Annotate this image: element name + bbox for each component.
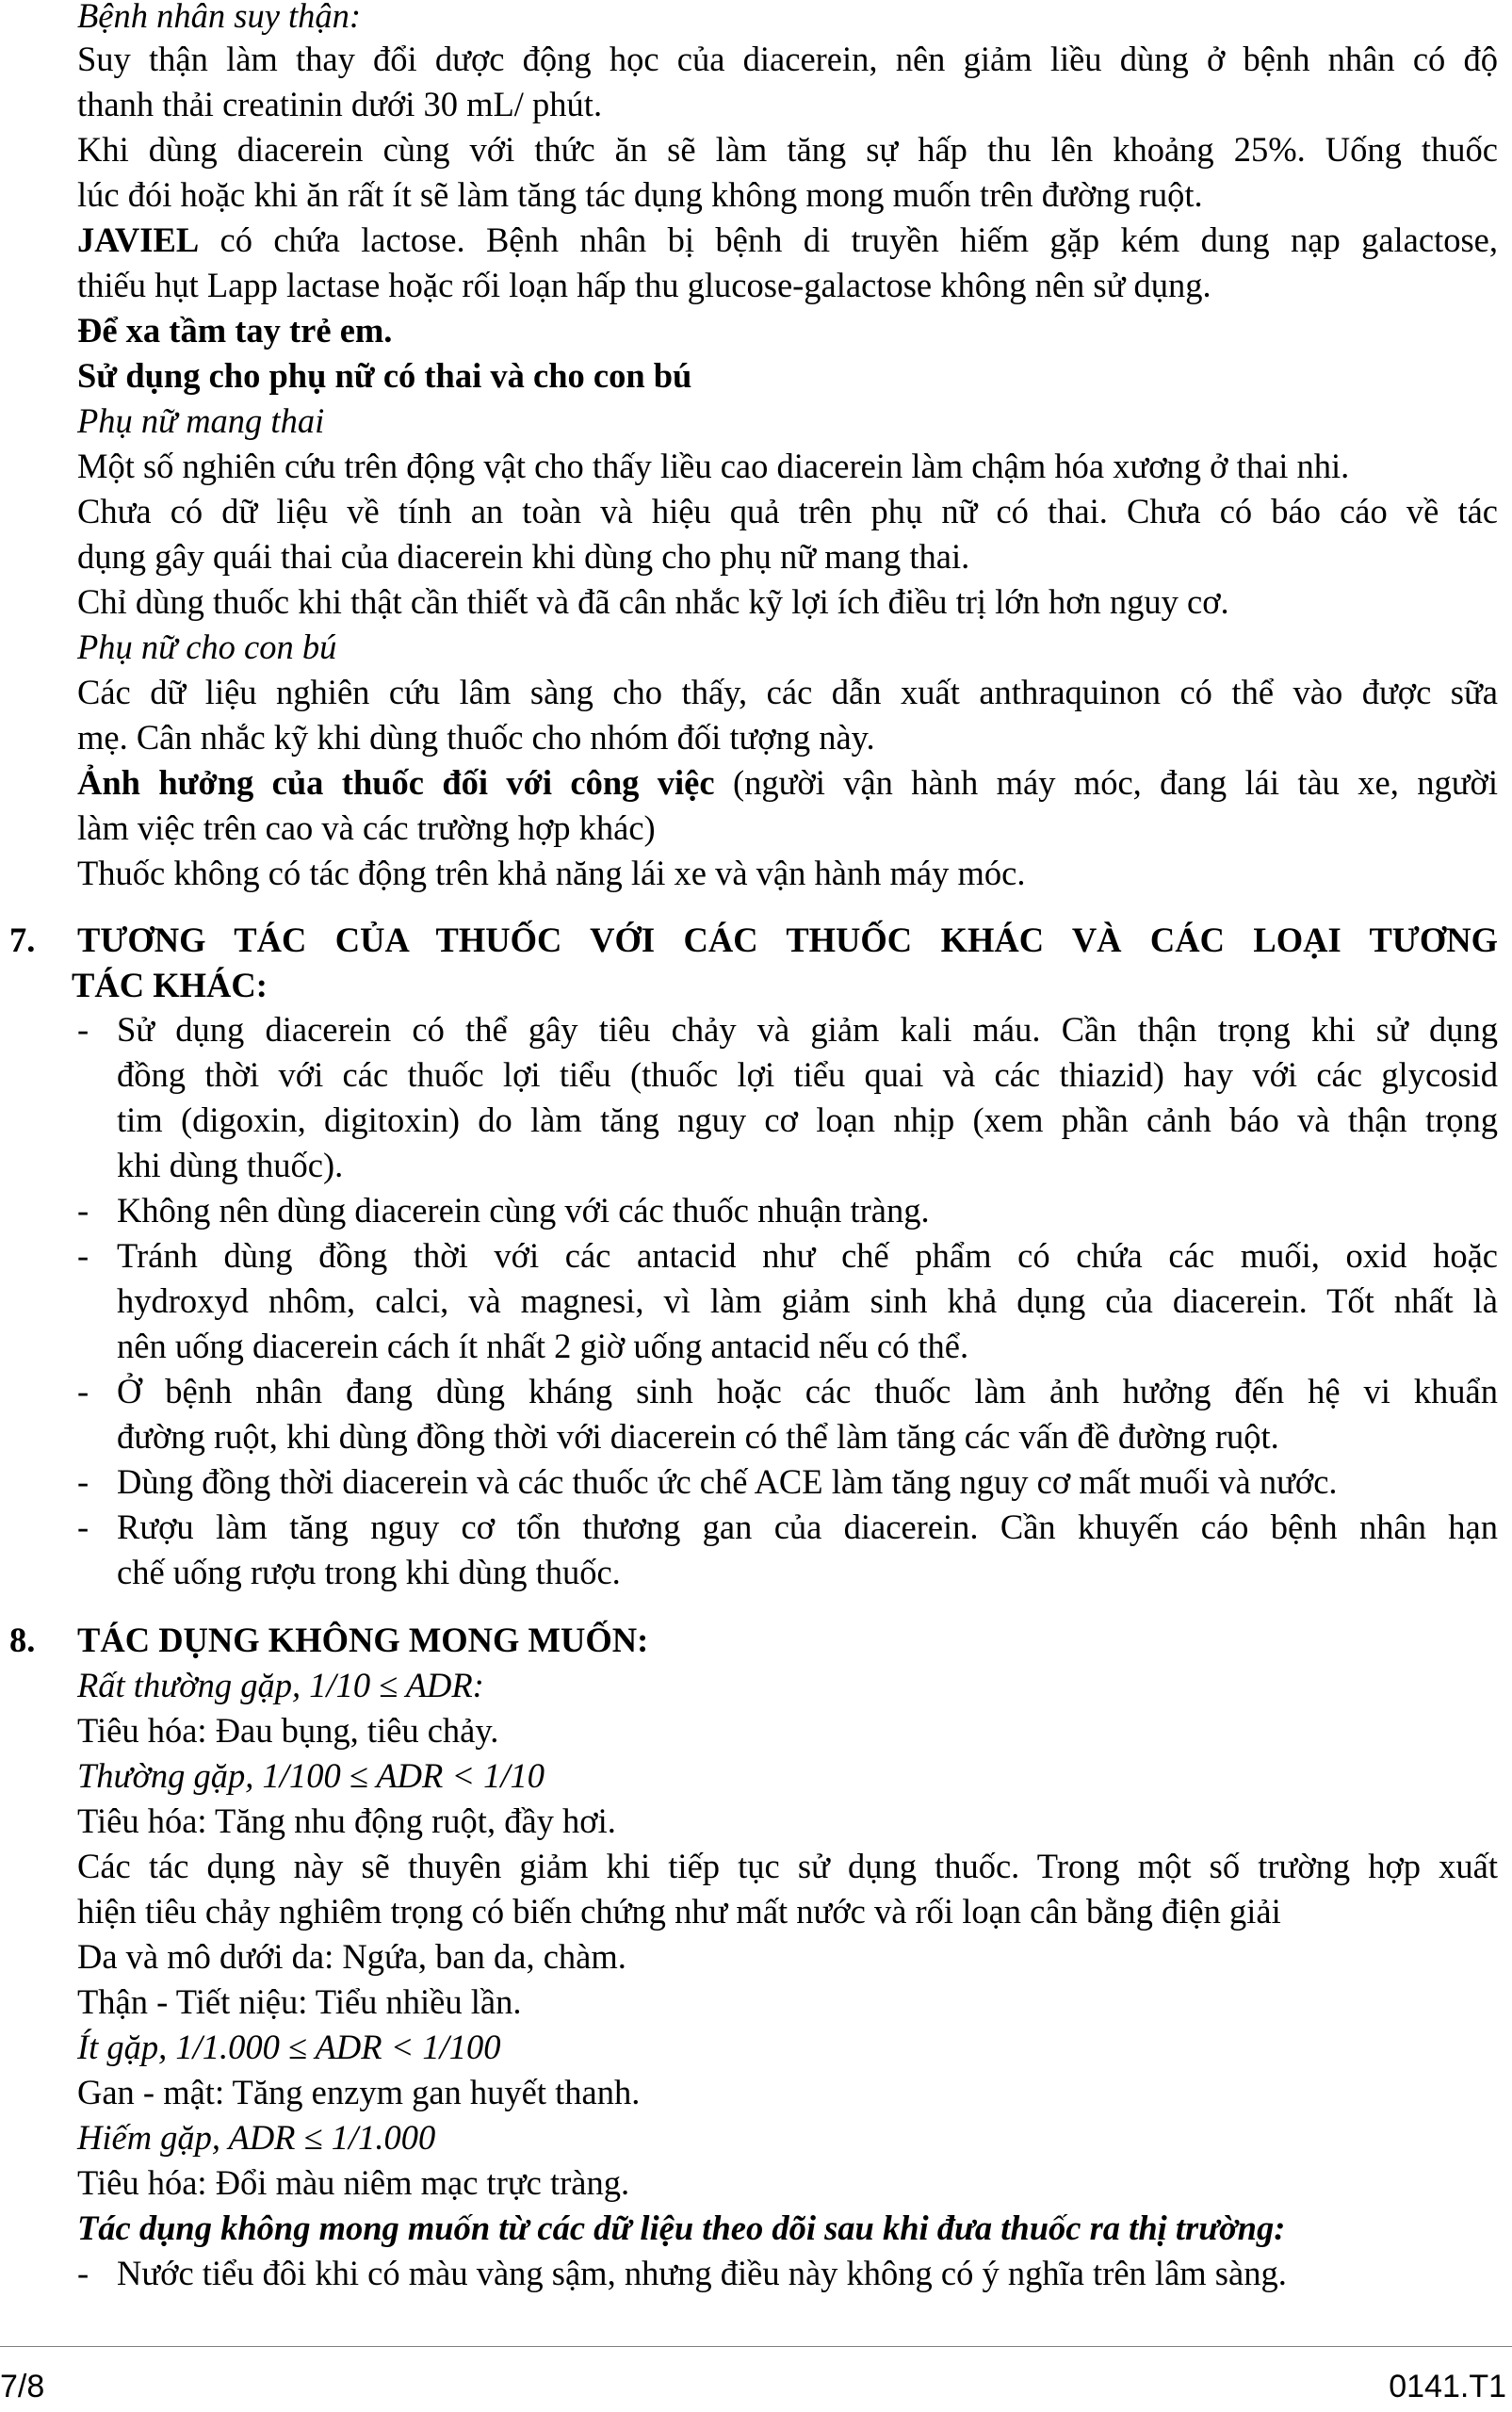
work-text: (người vận hành máy móc, đang lái tàu xe, người [714,763,1498,802]
rare-item: Tiêu hóa: Đổi màu niêm mạc trực tràng. [77,2163,630,2202]
section-8-number: 8. [9,1621,36,1659]
section-8-title: TÁC DỤNG KHÔNG MONG MUỐN: [77,1621,649,1659]
common-heading: Thường gặp, 1/100 ≤ ADR < 1/10 [77,1756,545,1795]
bullet-dash: - [77,1508,89,1546]
breastfeeding-line-1: Các dữ liệu nghiên cứu lâm sàng cho thấy, các dẫn xuất anthraquinon có thể vào được sữa [77,673,1498,711]
common-item-4: Thận - Tiết niệu: Tiểu nhiều lần. [77,1982,522,2021]
s7-bullet-4-line-1: Ở bệnh nhân đang dùng kháng sinh hoặc các thuốc làm ảnh hưởng đến hệ vi khuẩn [117,1372,1498,1410]
uncommon-heading: Ít gặp, 1/1.000 ≤ ADR < 1/100 [77,2028,501,2066]
s7-bullet-1-line-1: Sử dụng diacerein có thể gây tiêu chảy và giảm kali máu. Cần thận trọng khi sử dụng [117,1010,1498,1049]
work-line-2: làm việc trên cao và các trường hợp khác) [77,808,656,847]
s7-bullet-3-line-1: Tránh dùng đồng thời với các antacid như chế phẩm có chứa các muối, oxid hoặc [117,1236,1498,1275]
section-7-title-2: TÁC KHÁC: [72,966,268,1004]
lactose-text: có chứa lactose. Bệnh nhân bị bệnh di truyền hiếm gặp kém dung nạp galactose, [199,220,1498,259]
renal-heading: Bệnh nhân suy thận: [77,0,362,35]
breastfeeding-line-2: mẹ. Cân nhắc kỹ khi dùng thuốc cho nhóm đối tượng này. [77,718,875,757]
section-7-title-1: TƯƠNG TÁC CỦA THUỐC VỚI CÁC THUỐC KHÁC VÀ CÁC LOẠI TƯƠNG [77,921,1498,959]
s7-bullet-2: Không nên dùng diacerein cùng với các thuốc nhuận tràng. [117,1191,930,1230]
s7-bullet-1-line-3: tim (digoxin, digitoxin) do làm tăng nguy cơ loạn nhịp (xem phần cảnh báo và thận trọng [117,1100,1498,1139]
s7-bullet-3-line-3: nên uống diacerein cách ít nhất 2 giờ uống antacid nếu có thể. [117,1327,969,1365]
document-code: 0141.T1 [1389,2369,1506,2404]
footer-divider [0,2346,1512,2347]
s7-bullet-1-line-4: khi dùng thuốc). [117,1146,344,1184]
very-common-heading: Rất thường gặp, 1/10 ≤ ADR: [77,1666,484,1704]
s7-bullet-3-line-2: hydroxyd nhôm, calci, và magnesi, vì làm giảm sinh khả dụng của diacerein. Tốt nhất là [117,1281,1498,1320]
common-item-1: Tiêu hóa: Tăng nhu động ruột, đầy hơi. [77,1801,616,1840]
bullet-dash: - [77,1372,89,1410]
work-line-1 [77,761,1498,805]
post-marketing-item: Nước tiểu đôi khi có màu vàng sậm, nhưng điều này không có ý nghĩa trên lâm sàng. [117,2254,1287,2292]
pregnant-line-4: Chỉ dùng thuốc khi thật cần thiết và đã cân nhắc kỹ lợi ích điều trị lớn hơn nguy cơ. [77,582,1229,621]
bullet-dash: - [77,1462,89,1501]
brand-name: JAVIEL [77,220,200,259]
renal-line-1: Suy thận làm thay đổi dược động học của diacerein, nên giảm liều dùng ở bệnh nhân có độ [77,40,1498,78]
s7-bullet-6-line-1: Rượu làm tăng nguy cơ tổn thương gan của diacerein. Cần khuyến cáo bệnh nhân hạn [117,1508,1498,1546]
renal-line-2: thanh thải creatinin dưới 30 mL/ phút. [77,85,603,123]
bullet-dash: - [77,1010,89,1049]
post-marketing-heading: Tác dụng không mong muốn từ các dữ liệu theo dõi sau khi đưa thuốc ra thị trường: [77,2208,1286,2247]
breastfeeding-subheading: Phụ nữ cho con bú [77,627,337,666]
very-common-item: Tiêu hóa: Đau bụng, tiêu chảy. [77,1711,499,1750]
keep-away-warning: Để xa tầm tay trẻ em. [77,311,393,350]
pregnant-line-3: dụng gây quái thai của diacerein khi dùng cho phụ nữ mang thai. [77,537,970,576]
common-item-2-line-2: hiện tiêu chảy nghiêm trọng có biến chứng như mất nước và rối loạn cân bằng điện giải [77,1892,1281,1931]
pregnant-line-1: Một số nghiên cứu trên động vật cho thấy liều cao diacerein làm chậm hóa xương ở thai nhi. [77,447,1350,485]
s7-bullet-6-line-2: chế uống rượu trong khi dùng thuốc. [117,1553,621,1591]
pregnant-subheading: Phụ nữ mang thai [77,401,325,440]
uncommon-item: Gan - mật: Tăng enzym gan huyết thanh. [77,2073,641,2111]
lactose-line-1 [77,219,1498,262]
bullet-dash: - [77,1236,89,1275]
work-line-3: Thuốc không có tác động trên khả năng lái xe và vận hành máy móc. [77,854,1026,892]
section-7-number: 7. [9,921,36,959]
work-heading: Ảnh hưởng của thuốc đối với công việc [77,763,715,802]
lactose-line-2: thiếu hụt Lapp lactase hoặc rối loạn hấp thu glucose-galactose không nên sử dụng. [77,266,1211,304]
food-line-2: lúc đói hoặc khi ăn rất ít sẽ làm tăng tác dụng không mong muốn trên đường ruột. [77,175,1203,214]
common-item-2-line-1: Các tác dụng này sẽ thuyên giảm khi tiếp tục sử dụng thuốc. Trong một số trường hợp xuất [77,1847,1498,1885]
s7-bullet-4-line-2: đường ruột, khi dùng đồng thời với diacerein có thể làm tăng các vấn đề đường ruột. [117,1417,1279,1456]
s7-bullet-5: Dùng đồng thời diacerein và các thuốc ức chế ACE làm tăng nguy cơ mất muối và nước. [117,1462,1338,1501]
bullet-dash: - [77,1191,89,1230]
pregnancy-heading: Sử dụng cho phụ nữ có thai và cho con bú [77,356,692,395]
s7-bullet-1-line-2: đồng thời với các thuốc lợi tiểu (thuốc lợi tiểu quai và các thiazid) hay với các glycosid [117,1055,1498,1094]
common-item-3: Da và mô dưới da: Ngứa, ban da, chàm. [77,1937,626,1976]
page-number: 7/8 [0,2369,45,2404]
rare-heading: Hiếm gặp, ADR ≤ 1/1.000 [77,2118,436,2157]
pregnant-line-2: Chưa có dữ liệu về tính an toàn và hiệu quả trên phụ nữ có thai. Chưa có báo cáo về tác [77,492,1498,530]
food-line-1: Khi dùng diacerein cùng với thức ăn sẽ làm tăng sự hấp thu lên khoảng 25%. Uống thuốc [77,130,1498,169]
bullet-dash: - [77,2254,89,2292]
